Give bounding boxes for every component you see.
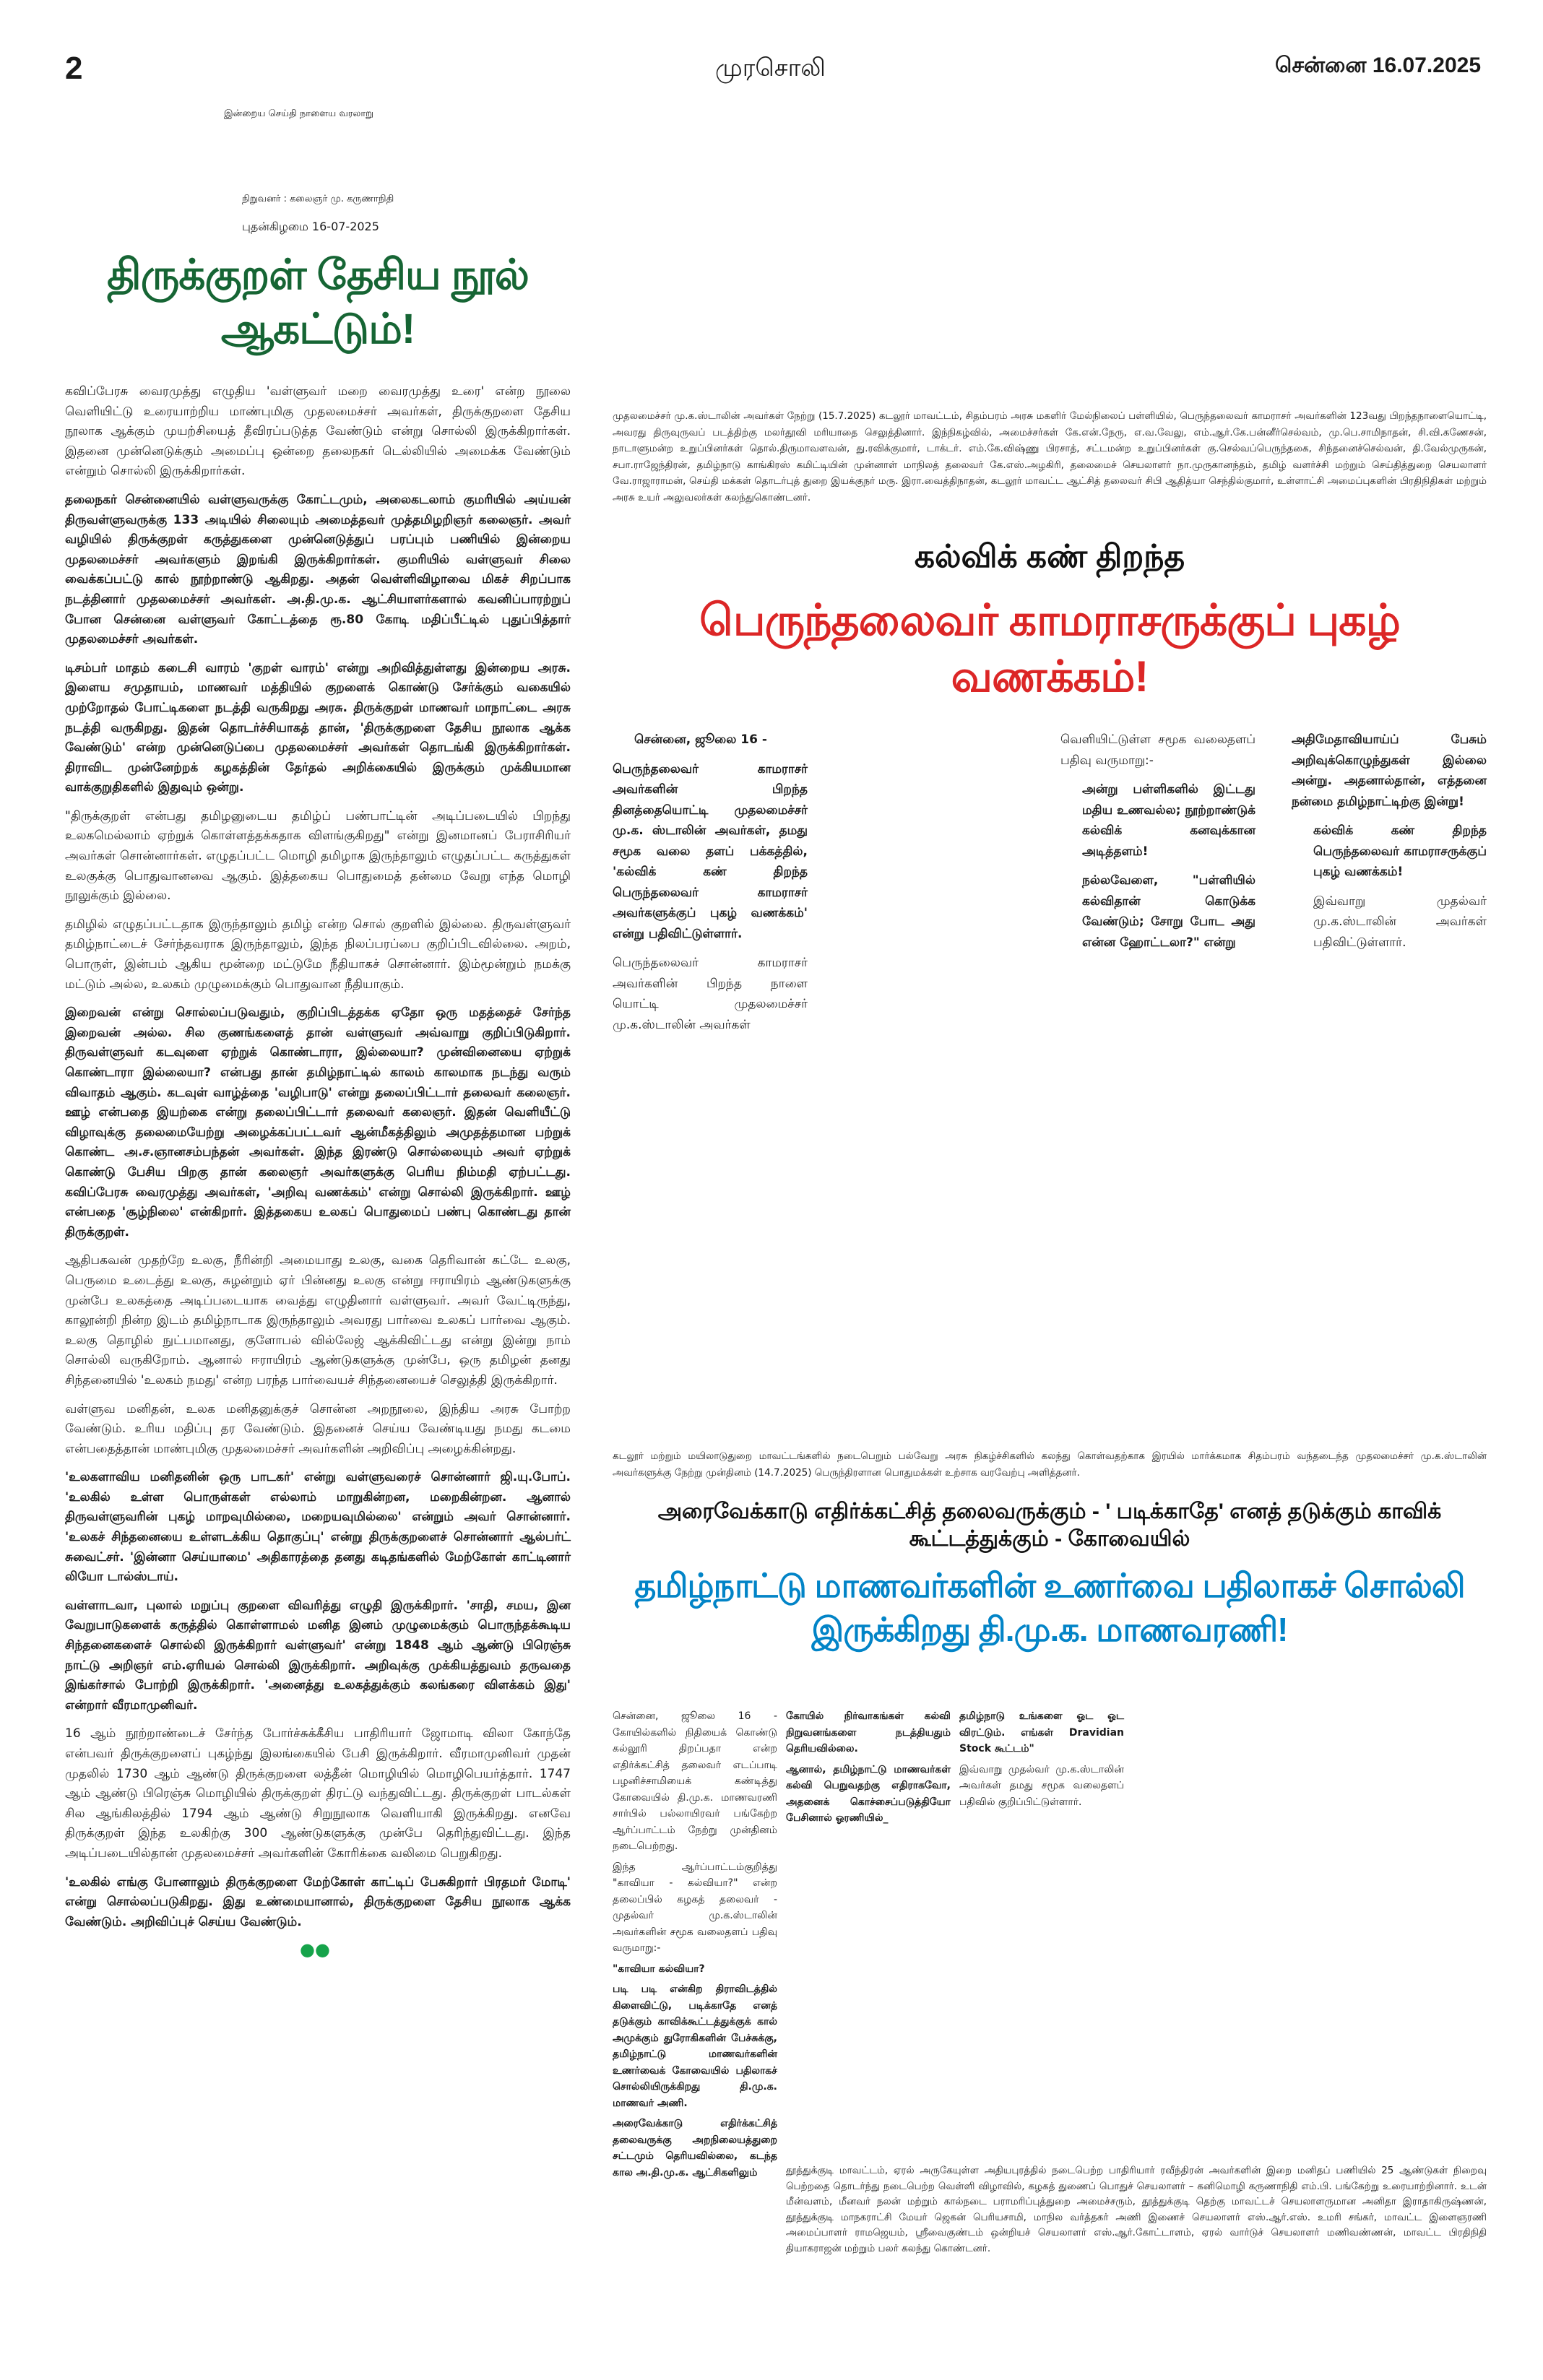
masthead-founder: நிறுவனர் : கலைஞர் மு. கருணாநிதி [242, 194, 394, 204]
paragraph: கோயில் நிர்வாகங்கள் கல்வி நிறுவனங்களை நடத்தியதும் தெரியவில்லை. [786, 1710, 951, 1754]
newspaper-name: முரசொலி [715, 53, 826, 82]
paragraph: இறைவன் என்று சொல்லப்படுவதும், குறிப்பிடத்தக்க ஏதோ ஒரு மதத்தைச் சேர்ந்த இறைவன் அல்ல. சில குணங்களைத் தான் வள்ளுவர் அவ்வாறு குறிப்பிடுகிறார். திருவள்ளுவர் கடவுளை ஏற்றுக் கொண்டாரா, இல்லையா? முன்வினையை ஏற்றுக் கொண்டாரா இல்லையா? என்பது தான் தமிழ்நாட்டில் காலம் காலமாக நடந்து வரும் விவாதம் ஆகும். கடவுள் வாழ்த்தை 'வழிபாடு' என்று தலைப்பிட்டார் தலைவர் கலைஞர். ஊழ் என்பதை இயற்கை என்று தலைப்பிட்டார் தலைவர் கலைஞர். இதன் வெளியீட்டு விழாவுக்கு தலைமையேற்று அழைக்கப்பட்டவர் ஆன்மீகத்திலும் அமுதத்தமான பற்றுக் கொண்ட அ.ச.ஞானசம்பந்தன் அவர்கள். இந்த இரண்டு சொல்லையும் அவர் ஏற்றுக் கொண்டு பேசிய பிறகு தான் கலைஞர் அவர்களுக்கு பெரிய நிம்மதி ஏற்பட்டது. கவிப்பேரசு வைரமுத்து அவர்கள், 'அறிவு வணக்கம்' என்று சொல்லி இருக்கிறார். ஊழ் என்பதை 'சூழ்நிலை' என்கிறார். இத்தகைய உலகப் பொதுமைப் பண்பு கொண்டது தான் திருக்குறள். [65, 1005, 571, 1239]
paragraph: அரைவேக்காடு எதிர்க்கட்சித் தலைவருக்கு அறநிலையத்துறை சட்டமும் தெரியவில்லை, கடந்த கால அ.தி.மு.க. ஆட்சிகளிலும் [613, 2118, 777, 2178]
paragraph: ஆதிபகவன் முதற்றே உலகு, நீரின்றி அமையாது உலகு, வகை தெரிவான் கட்டே உலகு, பெருமை உடைத்து உலகு, சுழன்றும் ஏர் பின்னது உலகு என்று ஈராயிரம் ஆண்டுகளுக்கு முன்பே உலகத்தை அடிப்படையாக வைத்து எழுதினார் வள்ளுவர். அவர் வேட்டிருந்து, காலூன்றி நின்ற இடம் தமிழ்நாடாக இருந்தாலும் அவரது பார்வை உலகப் பார்வை ஆகும். உலகு தொழில் நுட்பமானது, குளோபல் வில்லேஜ் ஆக்கிவிட்டது என்று இன்று நாம் சொல்லி வருகிறோம். ஆனால் ஈராயிரம் ஆண்டுகளுக்கு முன்பே, ஒரு தமிழன் தனது சிந்தனையில் 'உலகம் நமது' என்ற பரந்த பார்வையச் சிந்தனையைச் செலுத்தி இருக்கிறார். [65, 1253, 571, 1388]
paragraph: பெருந்தலைவர் காமராசர் அவர்களின் பிறந்த நாளை யொட்டி முதலமைச்சர் மு.க.ஸ்டாலின் அவர்கள் [613, 956, 808, 1032]
kamarajar-story [613, 408, 1487, 708]
paragraph: பெருந்தலைவர் காமராசர் அவர்களின் பிறந்த தினத்தையொட்டி முதலமைச்சர் மு.க. ஸ்டாலின் அவர்கள், தமது சமூக வலை தளப் பக்கத்தில், 'கல்விக் கண் திறந்த பெருந்தலைவர் காமராசர் அவர்களுக்குப் புகழ் வணக்கம்' என்று பதிவிட்டுள்ளார். [613, 761, 808, 941]
story-kicker: கல்விக் கண் திறந்த [914, 539, 1185, 574]
story-column [613, 1708, 777, 2185]
story-column [1292, 730, 1487, 961]
paragraph: இந்த ஆர்ப்பாட்டம்குறித்து "காவியா - கல்வியா?" என்ற தலைப்பில் கழகத் தலைவர் - முதல்வர் மு.க.ஸ்டாலின் அவர்களின் சமூக வலைதளப் பதிவு வருமாறு:- [613, 1861, 777, 1954]
paragraph: அதிமேதாவியாய்ப் பேசும் அறிவுக்கொழுந்துகள் இல்லை அன்று. அதனால்தான், எத்தனை நன்மை தமிழ்நாட்டிற்கு இன்று! [1292, 732, 1487, 809]
masthead-tagline: இன்றைய செய்தி நாளைய வரலாறு [224, 108, 373, 119]
paragraph: டிசம்பர் மாதம் கடைசி வாரம் 'குறள் வாரம்' என்று அறிவித்துள்ளது இன்றைய அரசு. இளைய சமுதாயம், மாணவர் மத்தியில் குறளைக் கொண்டு சேர்க்கும் வகையில் முற்றோதல் போட்டிகளை நடத்தி வருகிறது அரசு. திருக்குறள் மாணவர் மாநாட்டை அரசு நடத்தி வருகிறது. இதன் தொடர்ச்சியாகத் தான், 'திருக்குறளை தேசிய நூலாக ஆக்க வேண்டும்' என்ற முன்னெடுப்பை முதலமைச்சர் அவர்கள் தொடங்கி இருக்கிறார்கள். திராவிட முன்னேற்றக் கழகத்தின் தேர்தல் அறிக்கையில் இருக்கும் முக்கியமான வாக்குறுதிகளில் இதுவும் ஒன்று. [65, 660, 571, 795]
paragraph: வள்ளாடவா, புலால் மறுப்பு குறளை விவரித்து எழுதி இருக்கிறார். 'சாதி, சமய, இன வேறுபாடுகளைக் கருத்தில் கொள்ளாமல் மனித இனம் முழுமைக்கும் பொருந்தக்கூடிய சிந்தனைகளைச் சொல்லி இருக்கிறார் வள்ளுவர்' என்று 1848 ஆம் ஆண்டு பிரெஞ்சு நாட்டு அறிஞர் எம்.ஏரியல் சொல்லி இருக்கிறார். அறிவுக்கு முக்கியத்துவம் தருவதை இங்கர்சால் போற்றி இருக்கிறார். 'அனைத்து உலகத்துக்கும் கலங்கரை விளக்கம் இது' என்றார் வீரமாமுனிவர். [65, 1598, 571, 1713]
paragraph: வள்ளுவ மனிதன், உலக மனிதனுக்குச் சொன்ன அறநூலை, இந்திய அரசு போற்ற வேண்டும். உரிய மதிப்பு தர வேண்டும். இதனைச் செய்ய வேண்டியது நமது கடமை என்பதைத்தான் மாண்புமிகு முதலமைச்சர் அவர்களின் அறிவிப்பு அழைக்கின்றது. [65, 1401, 571, 1456]
paragraph: சென்னை, ஜூலை 16 - [634, 732, 767, 747]
photo-caption: கடலூர் மற்றும் மயிலாடுதுறை மாவட்டங்களில் நடைபெறும் பல்வேறு அரசு நிகழ்ச்சிகளில் கலந்து கொள்வதற்காக இரயில் மார்க்கமாக சிதம்பரம் வந்தடைந்த முதலமைச்சர் மு.க.ஸ்டாலின் அவர்களுக்கு நேற்று முன்தினம் (14.7.2025) பெருந்திரளான பொதுமக்கள் உற்சாக வரவேற்பு அளித்தனர். [613, 1450, 1487, 1479]
paragraph: 'உலகளாவிய மனிதனின் ஒரு பாடகர்' என்று வள்ளுவரைச் சொன்னார் ஜி.யு.போப். 'உலகில் உள்ள பொருள்கள் எல்லாம் மாறுகின்றன, மறைகின்றன. ஆனால் திருவள்ளுவரின் புகழ் மாறவுமில்லை, மறையவுமில்லை' என்றும் அவர் சொன்னார். 'உலகச் சிந்தனையை உள்ளடக்கிய தொகுப்பு' என்று திருக்குறளைச் சொன்னார் ஆல்பர்ட் சுவைட்சர். 'இன்னா செய்யாமை' அதிகாரத்தை தனது கடிதங்களில் மேற்கோள் காட்டினார் லியோ டால்ஸ்டாய். [65, 1470, 571, 1585]
paragraph: "திருக்குறள் என்பது தமிழனுடைய தமிழ்ப் பண்பாட்டின் அடிப்படையில் பிறந்து உலகமெல்லாம் ஏற்றுக் கொள்ளத்தக்கதாக விளங்குகிறது" என்று இனமானப் பேராசிரியர் அவர்கள் சொன்னார்கள். எழுதப்பட்ட மொழி தமிழாக இருந்தாலும் எழுதப்பட்ட கருத்துகள் உலகுக்கு பொதுவானவை ஆகும். இத்தகைய பொதுமைத் தன்மை வேறு எந்த மொழி நூலுக்கும் இல்லை. [65, 808, 571, 904]
story-headline: பெருந்தலைவர் காமராசருக்குப் புகழ் வணக்கம்! [699, 596, 1400, 701]
photo-caption: தூத்துக்குடி மாவட்டம், ஏரல் அருகேயுள்ள அதியபுரத்தில் நடைபெற்ற பாதிரியார் ரவீந்திரன் அவர்களின் இறை மனிதப் பணியில் 25 ஆண்டுகள் நிறைவு பெற்றதை தொடர்ந்து நடைபெற்ற வெள்ளி விழாவில், கழகத் துணைப் பொதுச் செயலாளர் – கனிமொழி கருணாநிதி எம்.பி. பங்கேற்று உரையாற்றினார். உடன் மீன்வளம், மீனவர் நலன் மற்றும் கால்நடை பராமரிப்புத்துறை அமைச்சரும், தூத்துக்குடி தெற்கு மாவட்டச் செயலாளருமான அனிதா இராதாகிருஷ்ணன், தூத்துக்குடி மாநகராட்சி மேயர் ஜெகன் பெரியசாமி, மாநில வர்த்தகர் அணி இணைச் செயலாளர் எஸ்.ஆர்.எஸ். உமரி சங்கர், மாவட்ட இளைஞரணி அமைப்பாளர் ராமஜெயம், ஸ்ரீவைகுண்டம் ஒன்றியச் செயலாளர் எஸ்.ஆர்.கோட்டாளம், ஏரல் வார்டுச் செயலாளர் மணிவண்ணன், மாவட்ட பிரதிநிதி தியாகராஜன் மற்றும் பலர் கலந்து கொண்டனர். [786, 2165, 1487, 2254]
student-wing-story [613, 1448, 1487, 1654]
paragraph: 'உலகில் எங்கு போனாலும் திருக்குறளை மேற்கோள் காட்டிப் பேசுகிறார் பிரதமர் மோடி' என்று சொல்லப்படுகிறது. இது உண்மையானால், திருக்குறளை தேசிய நூலாக ஆக்க வேண்டும். அறிவிப்புச் செய்ய வேண்டும். [65, 1874, 571, 1929]
paragraph: வெளியிட்டுள்ள சமூக வலைதளப் பதிவு வருமாறு:- [1060, 732, 1255, 768]
story-column [613, 730, 808, 1044]
paragraph: அன்று பள்ளிகளில் இட்டது மதிய உணவல்ல; நூற்றாண்டுக் கல்விக் கனவுக்கான அடித்தளம்! [1082, 782, 1255, 859]
page-number: 2 [65, 51, 83, 86]
masthead-weekday: புதன்கிழமை 16-07-2025 [242, 220, 379, 233]
editorial-title: திருக்குறள் தேசிய நூல் ஆகட்டும்! [107, 251, 529, 352]
story-kicker: அரைவேக்காடு எதிர்க்கட்சித் தலைவருக்கும் - ' படிக்காதே' எனத் தடுக்கும் காவிக் கூட்டத்துக்கும் - கோவையில் [657, 1500, 1442, 1551]
paragraph: இவ்வாறு முதல்வர் மு.க.ஸ்டாலின் அவர்கள் பதிவிட்டுள்ளார். [1313, 893, 1487, 950]
paragraph: 16 ஆம் நூற்றாண்டைச் சேர்ந்த போர்ச்சுக்கீசிய பாதிரியார் ஜோமாடி விலா கோந்தே என்பவர் திருக்குறளைப் புகழ்ந்து இலங்கையில் பேசி இருக்கிறார். வீரமாமுனிவர் முதன் முதலில் 1730 ஆம் ஆண்டு திருக்குறளை லத்தீன் மொழியில் மொழிபெயர்த்தார். 1747 ஆம் ஆண்டு பிரெஞ்சு மொழியில் திருக்குறள் திரட்டு வந்துவிட்டது. திருக்குறள் பாடல்கள் சில ஆங்கிலத்தில் 1794 ஆம் ஆண்டு சிறுநூலாக வெளியாகி இருக்கிறது. எனவே திருக்குறள் இந்த உலகிற்கு 300 ஆண்டுகளுக்கு முன்பே தெரிந்துவிட்டது. இந்த அடிப்படையில்தான் முதலமைச்சர் அவர்களின் கோரிக்கை வலிமை பெறுகிறது. [65, 1726, 571, 1861]
paragraph: தமிழ்நாடு உங்களை ஓட ஓட விரட்டும். எங்கள் Dravidian Stock கூட்டம்" [959, 1710, 1124, 1754]
story-column [959, 1708, 1124, 1814]
paragraph: இவ்வாறு முதல்வர் மு.க.ஸ்டாலின் அவர்கள் தமது சமூக வலைதளப் பதிவில் குறிப்பிட்டுள்ளார். [959, 1763, 1124, 1808]
paragraph: சென்னை, ஜூலை 16 - கோயில்களில் நிதியைக் கொண்டு கல்லூரி திறப்பதா என்ற எதிர்க்கட்சித் தலைவர் எடப்பாடி பழனிச்சாமியைக் கண்டித்து கோவையில் தி.மு.க. மாணவரணி சார்பில் பல்லாயிரவர் பங்கேற்ற ஆர்ப்பாட்டம் நேற்று முன்தினம் நடைபெற்றது. [613, 1710, 777, 1852]
paragraph: ஆனால், தமிழ்நாட்டு மாணவர்கள் கல்வி பெறுவதற்கு எதிராகவோ, அதனைக் கொச்சைப்படுத்தியோ பேசினால் ஓரணியில்_ [786, 1763, 951, 1824]
page-header [65, 51, 1481, 94]
end-marker: ●● [300, 1939, 330, 1960]
paragraph: "காவியா கல்வியா? [613, 1963, 705, 1975]
paragraph: தலைநகர் சென்னையில் வள்ளுவருக்கு கோட்டமும், அலைகடலாம் குமரியில் அய்யன் திருவள்ளுவருக்கு 133 அடியில் சிலையும் அமைத்தவர் முத்தமிழறிஞர் கலைஞர். அவர் வழியில் திருக்குறள் கருத்துகளை முன்னெடுத்துப் பரப்பும் பணியில் இன்றைய முதலமைச்சர் அவர்களும் இறங்கி இருக்கிறார்கள். குமரியில் வள்ளுவர் சிலை வைக்கப்பட்டு கால் நூற்றாண்டு ஆகிறது. அதன் வெள்ளிவிழாவை மிகச் சிறப்பாக நடத்தினார் முதலமைச்சர் அவர்கள். அ.தி.மு.க. ஆட்சியாளர்களால் கவனிப்பாரற்றுப் போன சென்னை வள்ளுவர் கோட்டத்தை ரூ.80 கோடி மதிப்பீட்டில் புதுப்பித்தார் முதலமைச்சர் அவர்கள். [65, 492, 571, 647]
photo-caption: முதலமைச்சர் மு.க.ஸ்டாலின் அவர்கள் நேற்று (15.7.2025) கடலூர் மாவட்டம், சிதம்பரம் அரசு மகளிர் மேல்நிலைப் பள்ளியில், பெருந்தலைவர் காமராசர் அவர்களின் 123வது பிறந்தநாளையொட்டி, அவரது திருவுருவப் படத்திற்கு மலர்தூவி மரியாதை செலுத்தினார். இந்நிகழ்வில், அமைச்சர்கள் கே.என்.நேரு, எ.வ.வேலு, எம்.ஆர்.கே.பன்னீர்செல்வம், மு.பெ.சாமிநாதன், சி.வி.கணேசன், நாடாளுமன்ற உறுப்பினர்கள் தொல்.திருமாவளவன், து.ரவிக்குமார், டாக்டர். எம்.கே.விஷ்ணு பிரசாத், சட்டமன்ற உறுப்பினர்கள் கு.செல்வப்பெருந்தகை, சிந்தனைச்செல்வன், தி.வேல்முருகன், சபா.ராஜேந்திரன், தமிழ்நாடு காங்கிரஸ் கமிட்டியின் முன்னாள் மாநிலத் தலைவர் கே.எஸ்.அழகிரி, தலைமைச் செயலாளர் நா.முருகானந்தம், தமிழ் வளர்ச்சி மற்றும் செய்தித்துறை செயலாளர் வே.ராஜாராமன், செய்தி மக்கள் தொடர்புத் துறை இயக்குநர் மரு. இரா.வைத்திநாதன், கடலூர் மாவட்ட ஆட்சித் தலைவர் சிபி ஆதித்யா செந்தில்குமார், உள்ளாட்சி அமைப்புகளின் பிரதிநிதிகள் மற்றும் அரசு உயர் அலுவலர்கள் கலந்துகொண்டனர். [613, 410, 1487, 503]
story-headline: தமிழ்நாட்டு மாணவர்களின் உணர்வை பதிலாகச் சொல்லி இருக்கிறது தி.மு.க. மாணவரணி! [634, 1567, 1465, 1648]
kamarajar-story-body [613, 730, 1487, 1055]
paragraph: படி படி என்கிற திராவிடத்தில் கிளைவிட்டு, படிக்காதே எனத் தடுக்கும் காவிக்கூட்டத்துக்குக் கால் அமுக்கும் துரோகிகளின் பேச்சுக்கு, தமிழ்நாட்டு மாணவர்களின் உணர்வைக் கோவையில் பதிலாகச் சொல்லியிருக்கிறது தி.மு.க. மாணவர் அணி. [613, 1983, 777, 2109]
paragraph: நல்லவேளை, "பள்ளியில் கல்விதான் கொடுக்க வேண்டும்; சோறு போட அது என்ன ஹோட்டலா?" என்று [1082, 873, 1255, 950]
paragraph: கல்விக் கண் திறந்த பெருந்தலைவர் காமராசருக்குப் புகழ் வணக்கம்! [1313, 823, 1487, 879]
story-column [786, 1708, 951, 1831]
paragraph: தமிழில் எழுதப்பட்டதாக இருந்தாலும் தமிழ் என்ற சொல் குறளில் இல்லை. திருவள்ளுவர் தமிழ்நாட்டைச் சேர்ந்தவராக இருந்தாலும், இந்த நிலப்பரப்பை குறிப்பிடவில்லை. அறம், பொருள், இன்பம் ஆகிய மூன்றை மட்டுமே நீதியாகச் சொன்னார். இம்மூன்றும் நமக்கு மட்டும் அல்ல, உலகம் முழுமைக்கும் பொதுவான நீதியாகும். [65, 917, 571, 992]
story-column [1060, 730, 1255, 961]
dateline: சென்னை 16.07.2025 [1274, 53, 1481, 77]
paragraph: கவிப்பேரசு வைரமுத்து எழுதிய 'வள்ளுவர் மறை வைரமுத்து உரை' என்ற நூலை வெளியிட்டு உரையாற்றிய மாண்புமிகு முதலமைச்சர் அவர்கள், திருக்குறளை தேசிய நூலாக ஆக்கும் முயற்சியைத் தீவிரப்படுத்த வேண்டும் என்று சொல்லி இருக்கிறார்கள். இதனை முன்னெடுக்கும் அமைப்பு ஒன்றை தலைநகர் டெல்லியில் அமைக்க வேண்டும் என்றும் சொல்லி இருக்கிறார்கள். [65, 384, 571, 479]
editorial-body [65, 382, 571, 1932]
editorial-column [65, 108, 571, 1958]
